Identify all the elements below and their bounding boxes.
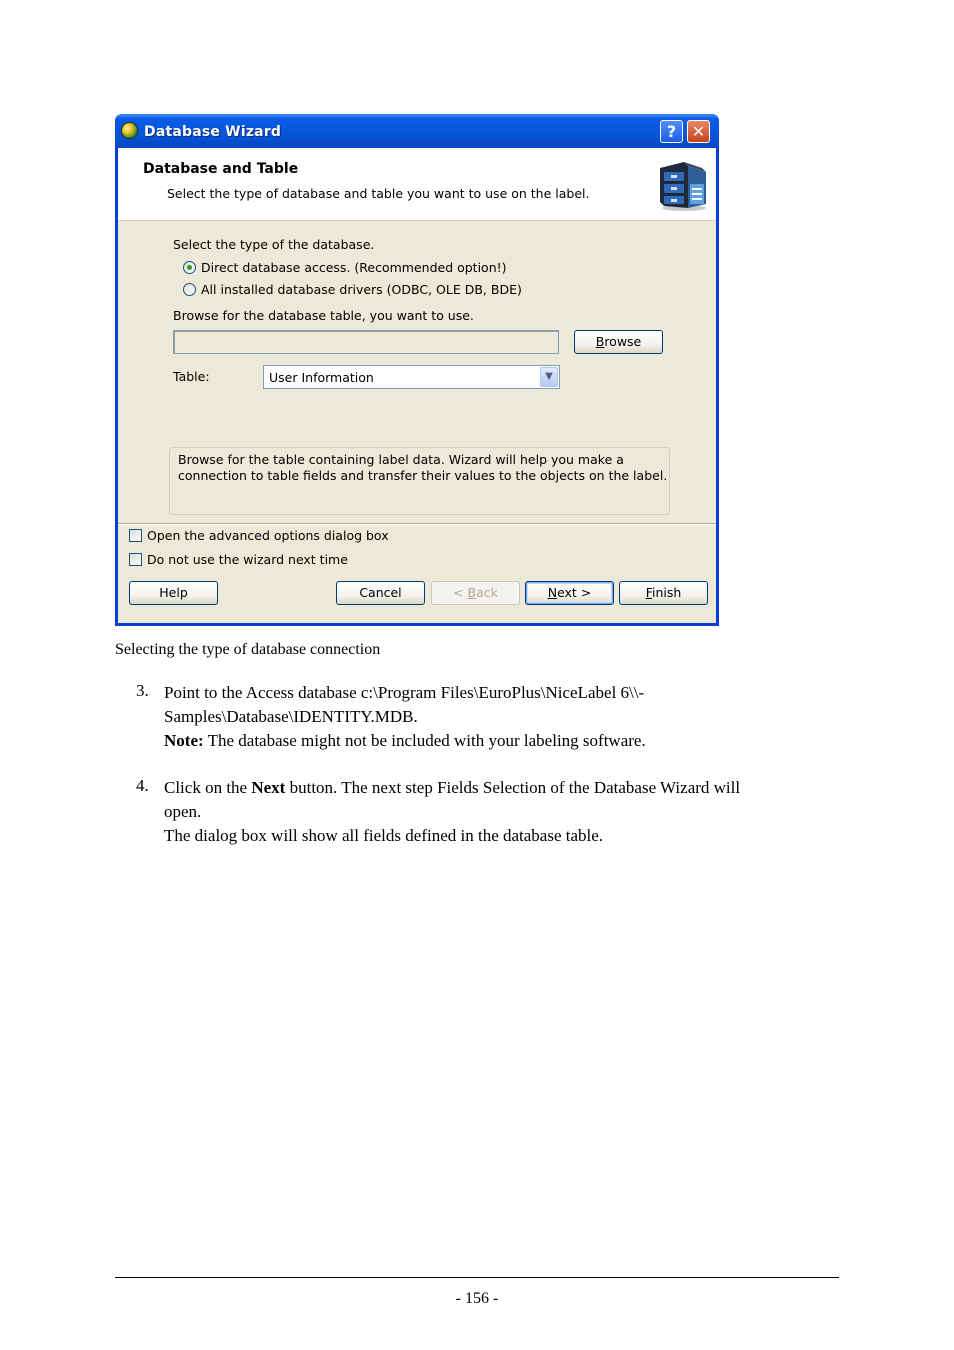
window-title: Database Wizard	[144, 124, 282, 140]
footer-rule	[115, 1277, 839, 1278]
step-4-number: 4.	[136, 776, 149, 795]
dialog-client-area	[118, 148, 716, 623]
cancel-button[interactable]: Cancel	[336, 581, 425, 605]
next-button[interactable]: Next >	[525, 581, 614, 605]
step-4-line-1: Click on the Next button. The next step Fields Selection of the Database Wizard will	[164, 778, 741, 797]
step-3-note	[164, 729, 646, 753]
figure-caption: Selecting the type of database connection	[115, 641, 381, 658]
info-text: Browse for the table containing label data. Wizard will help you make a connection to table fields and transfer their values to the objects on the label.	[178, 452, 668, 483]
radio-direct-access-label[interactable]: Direct database access. (Recommended option!)	[201, 260, 507, 275]
table-select[interactable]	[263, 365, 560, 389]
finish-button[interactable]: Finish	[619, 581, 708, 605]
browse-label: Browse for the database table, you want to use.	[173, 308, 474, 323]
radio-installed-drivers[interactable]	[183, 283, 196, 296]
step-title: Database and Table	[143, 161, 299, 177]
advanced-options-label[interactable]: Open the advanced options dialog box	[147, 528, 389, 543]
close-title-button[interactable]: ✕	[687, 120, 710, 143]
title-bar[interactable]	[115, 114, 719, 148]
database-path-input[interactable]	[173, 330, 559, 354]
help-title-button[interactable]: ?	[660, 120, 683, 143]
disable-wizard-checkbox[interactable]	[129, 553, 142, 566]
note-label: Note:	[164, 731, 204, 750]
info-box	[169, 447, 670, 515]
separator	[118, 523, 716, 525]
browse-button[interactable]: Browse	[574, 330, 663, 354]
step-subtitle: Select the type of database and table you want to use on the label.	[167, 186, 590, 201]
note-text: The database might not be included with your labeling software.	[203, 731, 646, 750]
back-button[interactable]: < Back	[431, 581, 520, 605]
radio-direct-access[interactable]	[183, 261, 196, 274]
chevron-down-icon[interactable]: ▼	[540, 367, 558, 387]
step-3-number: 3.	[136, 681, 149, 700]
database-wizard-dialog	[115, 114, 719, 626]
step-3-line-2: Samples\Database\IDENTITY.MDB.	[164, 707, 418, 726]
advanced-options-checkbox[interactable]	[129, 529, 142, 542]
app-icon	[121, 122, 138, 139]
radio-installed-drivers-label[interactable]: All installed database drivers (ODBC, OLE DB, BDE)	[201, 282, 522, 297]
wizard-header	[118, 148, 716, 221]
table-select-value: User Information	[269, 370, 374, 385]
disable-wizard-label[interactable]: Do not use the wizard next time	[147, 552, 348, 567]
step-3-line-1: Point to the Access database c:\Program Files\EuroPlus\NiceLabel 6\\-	[164, 683, 645, 702]
step-4-line-2: open.	[164, 802, 202, 821]
help-button[interactable]: Help	[129, 581, 218, 605]
page-number: - 156 -	[455, 1290, 499, 1307]
database-cabinet-icon	[654, 158, 710, 212]
table-label: Table:	[173, 369, 210, 384]
db-type-label: Select the type of the database.	[173, 237, 375, 252]
step-4-line-3: The dialog box will show all fields defined in the database table.	[164, 826, 604, 845]
